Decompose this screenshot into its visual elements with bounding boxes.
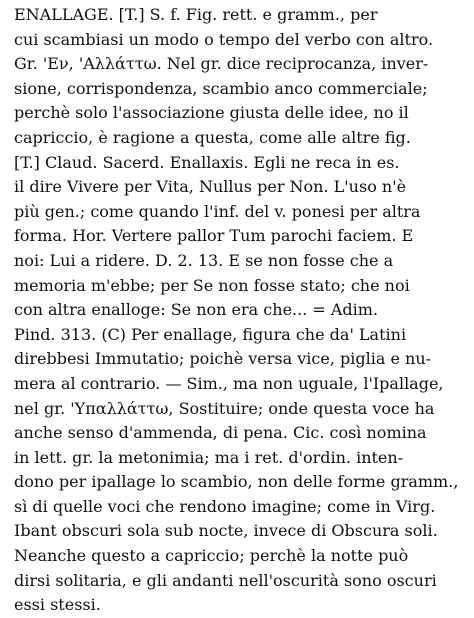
entry-line: sì di quelle voci che rendono imagine; come in Virg. <box>14 496 436 516</box>
entry-line: Neanche questo a capriccio; perchè la notte può <box>14 546 409 566</box>
entry-line: più gen.; come quando l'inf. del v. ponesi per altra <box>14 201 421 221</box>
entry-line: sione, corrispondenza, scambio anco commerciale; <box>14 78 428 98</box>
entry-line: noi: Lui a ridere. D. 2. 13. E se non fosse che a <box>14 250 394 270</box>
entry-line: Ibant obscuri sola sub nocte, invece di Obscura soli. <box>14 521 438 541</box>
entry-line: direbbesi Immutatio; poichè versa vice, piglia e nu- <box>14 349 432 369</box>
entry-line: memoria m'ebbe; per Se non fosse stato; che noi <box>14 275 410 295</box>
entry-line: cui scambiasi un modo o tempo del verbo con altro. <box>14 29 434 49</box>
entry-line: il dire Vivere per Vita, Nullus per Non. L'uso n'è <box>14 177 407 197</box>
entry-line: anche senso d'ammenda, di pena. Cic. così nomina <box>14 423 427 443</box>
entry-line: con altra enalloge: Se non era che... = Adim. <box>14 300 379 320</box>
entry-line: forma. Hor. Vertere pallor Tum parochi faciem. E <box>14 226 414 246</box>
entry-line: dirsi solitaria, e gli andanti nell'oscurità sono oscuri <box>14 570 437 590</box>
entry-line: Gr. 'Eν, 'Aλλάττω. Nel gr. dice reciprocanza, inver- <box>14 54 429 74</box>
entry-line: mera al contrario. — Sim., ma non uguale, l'Ipallage, <box>14 373 444 393</box>
entry-line: dono per ipallage lo scambio, non delle forme gramm., <box>14 472 459 492</box>
entry-line: perchè solo l'associazione giusta delle idee, no il <box>14 103 409 123</box>
entry-line: ENALLAGE. [T.] S. f. Fig. rett. e gramm., per <box>14 5 378 24</box>
entry-line: [T.] Claud. Sacerd. Enallaxis. Egli ne reca in es. <box>14 152 400 172</box>
entry-line: Pind. 313. (C) Per enallage, figura che da' Latini <box>14 324 407 344</box>
entry-line: in lett. gr. la metonimia; ma i ret. d'ordin. inten- <box>14 447 404 467</box>
entry-line: essi stessi. <box>14 595 101 615</box>
entry-line: capriccio, è ragione a questa, come alle altre fig. <box>14 127 411 147</box>
entry-line: nel gr. 'Yπαλλάττω, Sostituire; onde questa voce ha <box>14 398 435 418</box>
